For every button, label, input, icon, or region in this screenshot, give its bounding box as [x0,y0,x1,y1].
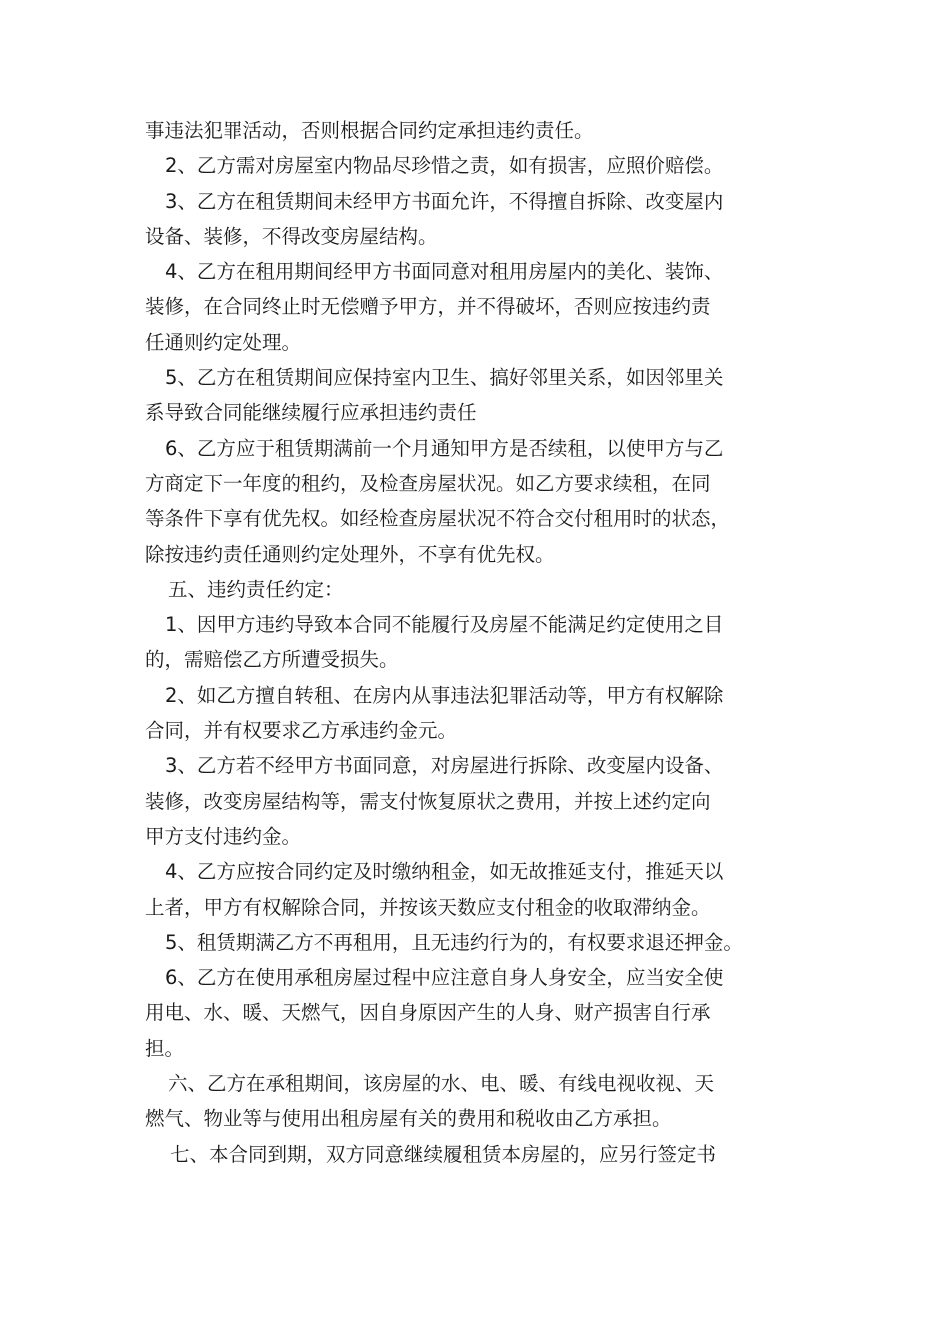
text-line: 用电、水、暖、天燃气，因自身原因产生的人身、财产损害自行承 [145,1001,711,1025]
text-line: 3、乙方若不经甲方书面同意，对房屋进行拆除、改变屋内设备、 [165,754,724,778]
text-line: 6、乙方应于租赁期满前一个月通知甲方是否续租，以使甲方与乙 [165,436,724,460]
text-line: 6、乙方在使用承租房屋过程中应注意自身人身安全，应当安全使 [165,966,724,990]
text-line: 5、乙方在租赁期间应保持室内卫生、搞好邻里关系，如因邻里关 [165,366,724,390]
text-line: 3、乙方在租赁期间未经甲方书面允许，不得擅自拆除、改变屋内 [165,189,724,213]
text-line: 2、如乙方擅自转租、在房内从事违法犯罪活动等，甲方有权解除 [165,683,724,707]
section-heading [0,1137,950,1172]
contract-clause [0,254,950,360]
text-line: 甲方支付违约金。 [145,824,302,848]
document-body [0,113,950,1172]
text-line: 设备、装修，不得改变房屋结构。 [145,224,438,248]
contract-clause [0,184,950,255]
contract-clause [0,113,950,148]
text-line: 1、因甲方违约导致本合同不能履行及房屋不能满足约定使用之目 [165,613,724,637]
text-line: 5、租赁期满乙方不再租用，且无违约行为的，有权要求退还押金。 [165,930,743,954]
contract-clause [0,148,950,183]
text-line: 等条件下享有优先权。如经检查房屋状况不符合交付租用时的状态， [145,507,731,531]
text-line: 担。 [145,1036,185,1060]
text-line: 2、乙方需对房屋室内物品尽珍惜之责，如有损害，应照价赔偿。 [165,154,724,178]
contract-clause [0,360,950,431]
text-line: 任通则约定处理。 [145,330,302,354]
text-line: 4、乙方应按合同约定及时缴纳租金，如无故推延支付，推延天以 [165,860,724,884]
contract-clause [0,748,950,854]
contract-clause [0,960,950,1066]
contract-clause [0,925,950,960]
text-line: 系导致合同能继续履行应承担违约责任 [145,401,477,425]
text-line: 燃气、物业等与使用出租房屋有关的费用和税收由乙方承担。 [145,1107,672,1131]
text-line: 五、违约责任约定： [168,577,344,601]
text-line: 上者，甲方有权解除合同，并按该天数应支付租金的收取滞纳金。 [145,895,711,919]
text-line: 装修，在合同终止时无偿赠予甲方，并不得破坏，否则应按违约责 [145,295,711,319]
contract-clause [0,678,950,749]
section-heading [0,1066,950,1137]
text-line: 六、乙方在承租期间，该房屋的水、电、暖、有线电视收视、天 [168,1072,715,1096]
text-line: 4、乙方在租用期间经甲方书面同意对租用房屋内的美化、装饰、 [165,260,724,284]
contract-clause [0,431,950,572]
text-line: 事违法犯罪活动，否则根据合同约定承担违约责任。 [145,119,594,142]
text-line: 除按违约责任通则约定处理外，不享有优先权。 [145,542,555,566]
section-heading [0,572,950,607]
text-line: 合同，并有权要求乙方承违约金元。 [145,719,458,743]
contract-clause [0,607,950,678]
text-line: 方商定下一年度的租约，及检查房屋状况。如乙方要求续租，在同 [145,471,711,495]
text-line: 的，需赔偿乙方所遭受损失。 [145,648,399,672]
text-line: 七、本合同到期，双方同意继续履租赁本房屋的，应另行签定书 [170,1142,717,1166]
contract-clause [0,854,950,925]
text-line: 装修，改变房屋结构等，需支付恢复原状之费用，并按上述约定向 [145,789,711,813]
